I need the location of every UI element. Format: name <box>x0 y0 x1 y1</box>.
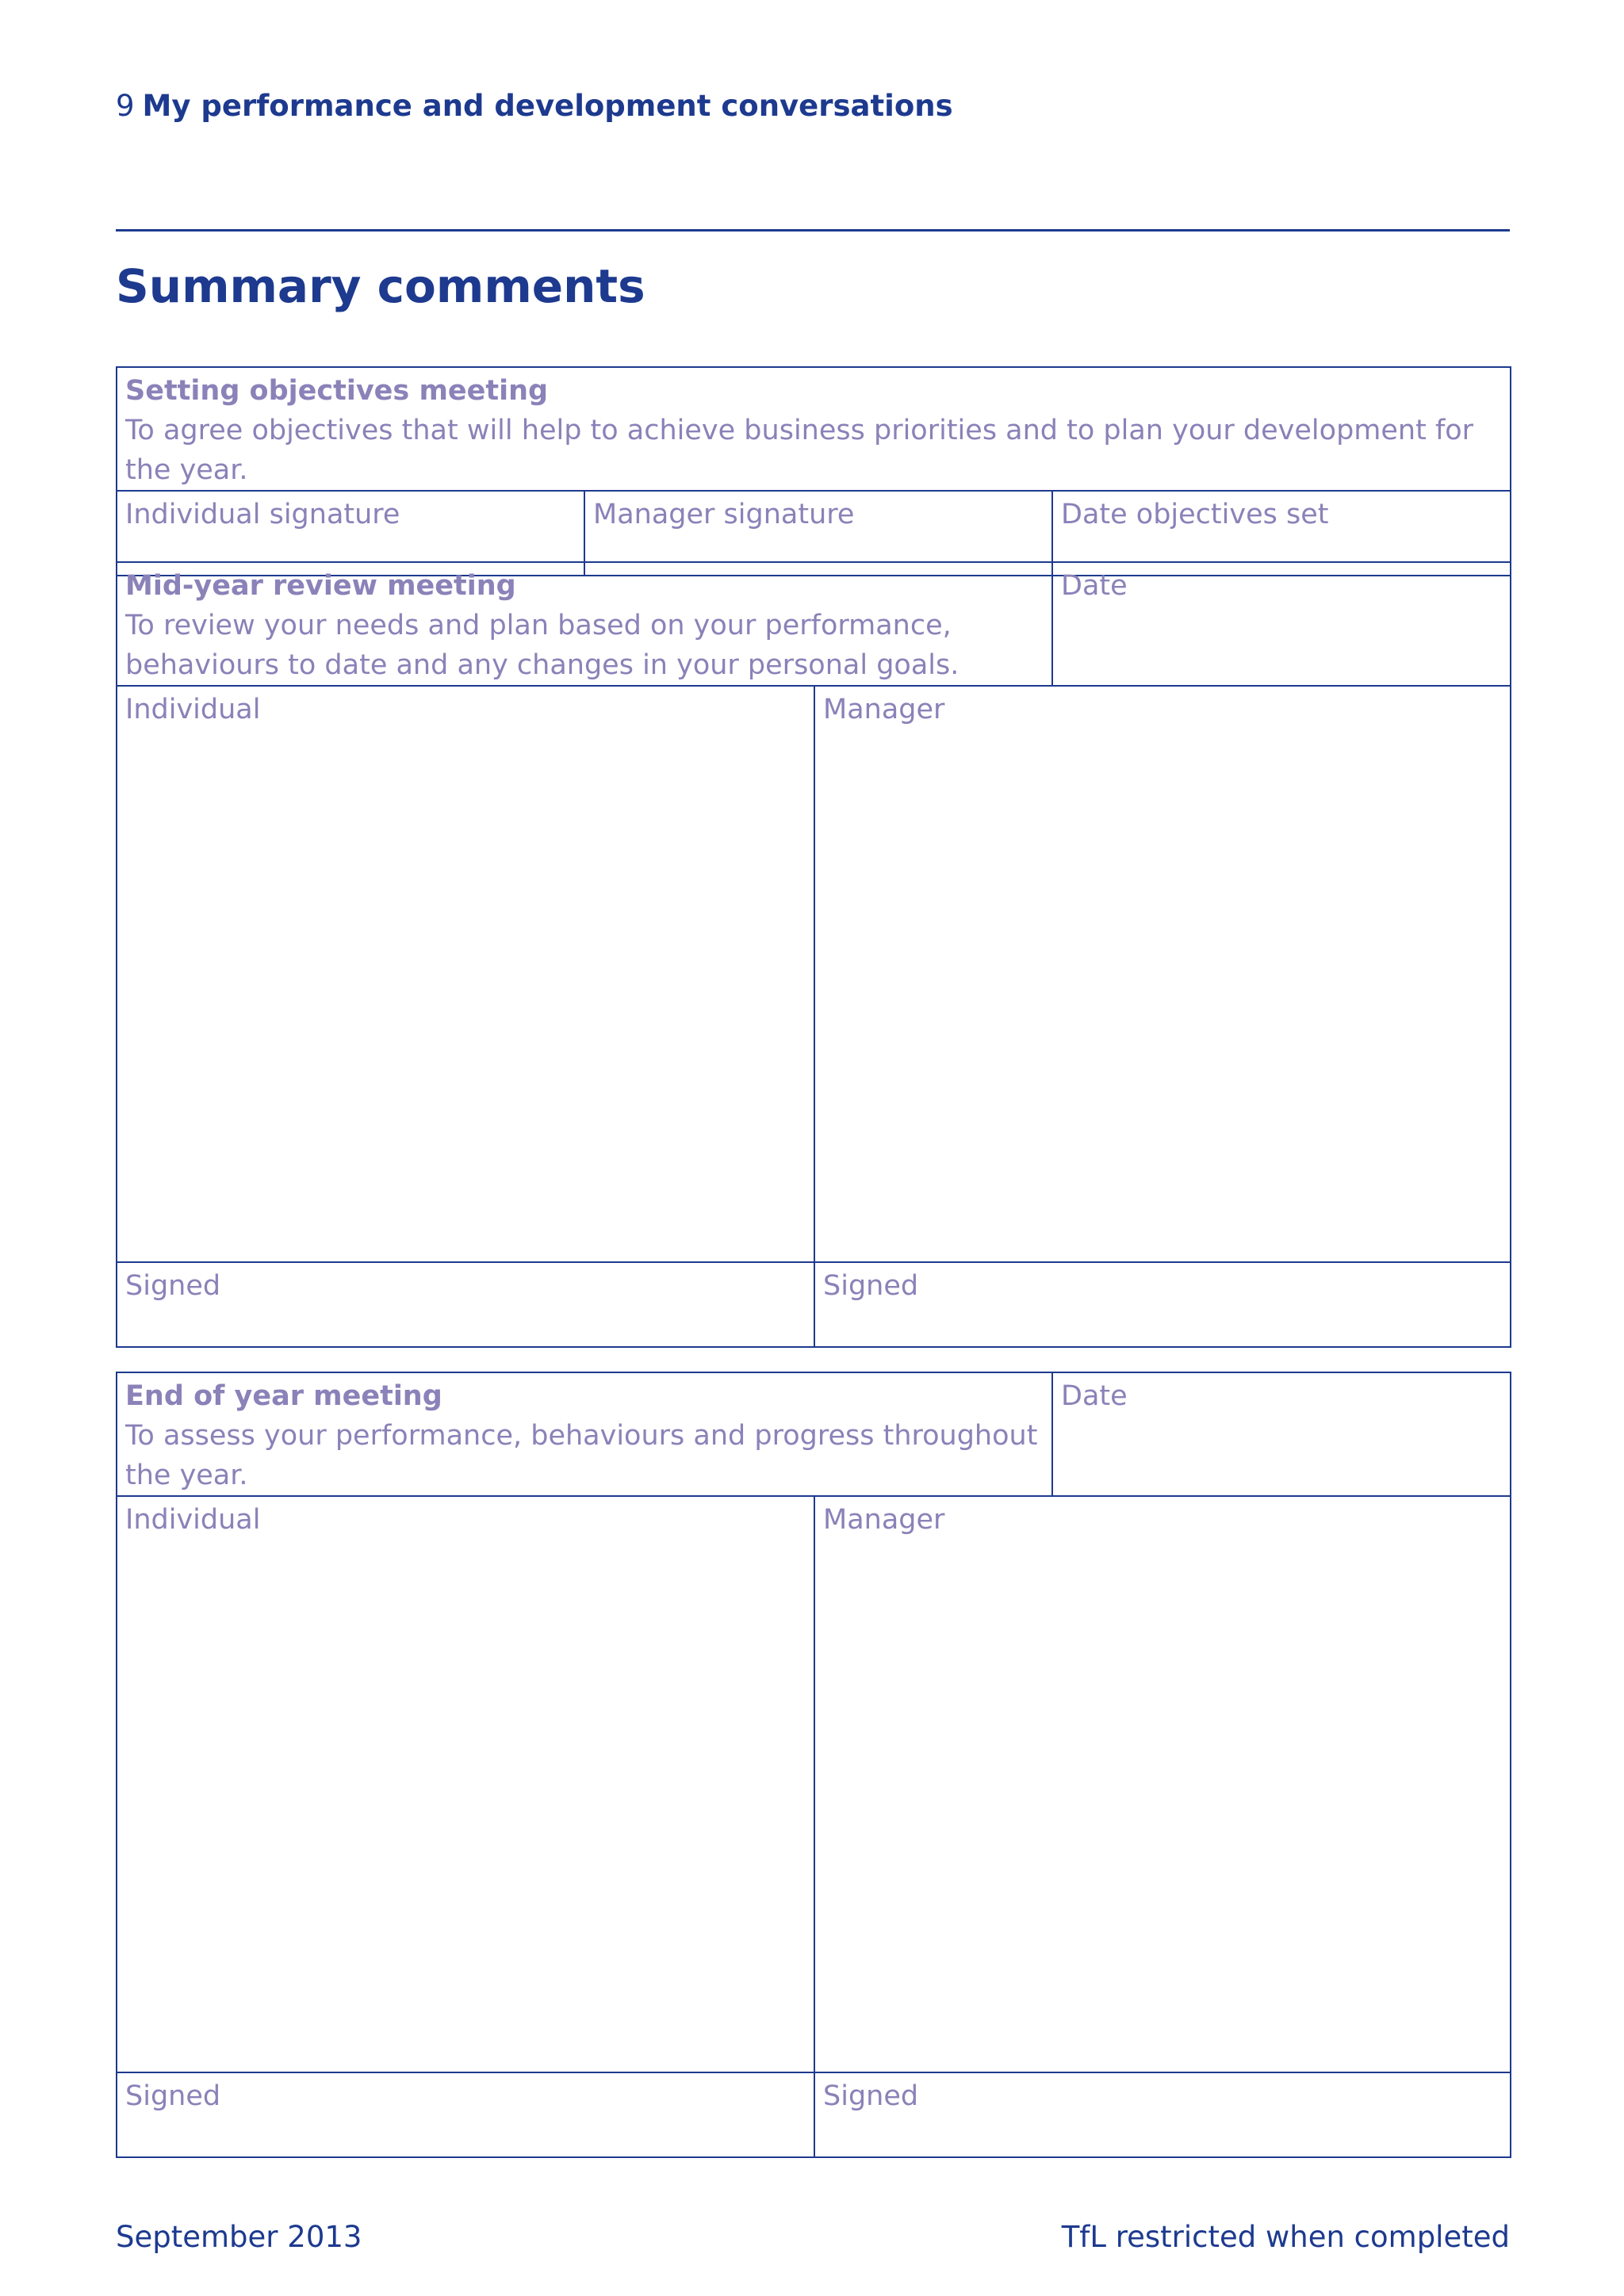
footer-date: September 2013 <box>116 2220 362 2254</box>
individual-label: Individual <box>125 694 261 725</box>
page-number: 9 <box>116 89 135 123</box>
manager-label: Manager <box>823 694 945 725</box>
individual-label: Individual <box>125 1504 261 1536</box>
mid-year-individual-comments[interactable] <box>117 686 814 1262</box>
mid-year-manager-comments[interactable] <box>814 686 1511 1262</box>
setting-objectives-header <box>117 367 1511 491</box>
mid-year-date-field[interactable] <box>1052 562 1511 686</box>
manager-signature-label: Manager signature <box>593 499 855 530</box>
end-of-year-individual-signed[interactable] <box>117 2072 814 2157</box>
section-title: Mid-year review meeting <box>125 570 516 602</box>
document-title: My performance and development conversations <box>142 89 953 123</box>
section-title: Setting objectives meeting <box>125 375 549 407</box>
signed-label: Signed <box>125 1270 221 1302</box>
mid-year-manager-signed[interactable] <box>814 1262 1511 1347</box>
individual-signature-label: Individual signature <box>125 499 400 530</box>
page-header <box>116 89 953 124</box>
section-title: End of year meeting <box>125 1380 442 1412</box>
signed-label: Signed <box>125 2080 221 2112</box>
page-title: Summary comments <box>116 259 645 313</box>
date-objectives-set-label: Date objectives set <box>1061 499 1329 530</box>
header-divider <box>116 229 1510 232</box>
end-of-year-header <box>117 1372 1052 1496</box>
date-label: Date <box>1061 1380 1128 1412</box>
mid-year-header <box>117 562 1052 686</box>
end-of-year-manager-comments[interactable] <box>814 1496 1511 2072</box>
manager-label: Manager <box>823 1504 945 1536</box>
section-description: To review your needs and plan based on your performance, behaviours to date and any changes in your personal goals. <box>125 610 959 681</box>
date-label: Date <box>1061 570 1128 602</box>
footer-classification: TfL restricted when completed <box>1061 2220 1510 2254</box>
section-description: To assess your performance, behaviours and progress throughout the year. <box>125 1420 1038 1491</box>
mid-year-individual-signed[interactable] <box>117 1262 814 1347</box>
mid-year-review-form <box>116 561 1511 1348</box>
end-of-year-manager-signed[interactable] <box>814 2072 1511 2157</box>
section-description: To agree objectives that will help to achieve business priorities and to plan your development for the year. <box>125 415 1474 486</box>
end-of-year-form <box>116 1372 1511 2158</box>
setting-objectives-form <box>116 366 1511 576</box>
signed-label: Signed <box>823 2080 919 2112</box>
signed-label: Signed <box>823 1270 919 1302</box>
end-of-year-date-field[interactable] <box>1052 1372 1511 1496</box>
end-of-year-individual-comments[interactable] <box>117 1496 814 2072</box>
